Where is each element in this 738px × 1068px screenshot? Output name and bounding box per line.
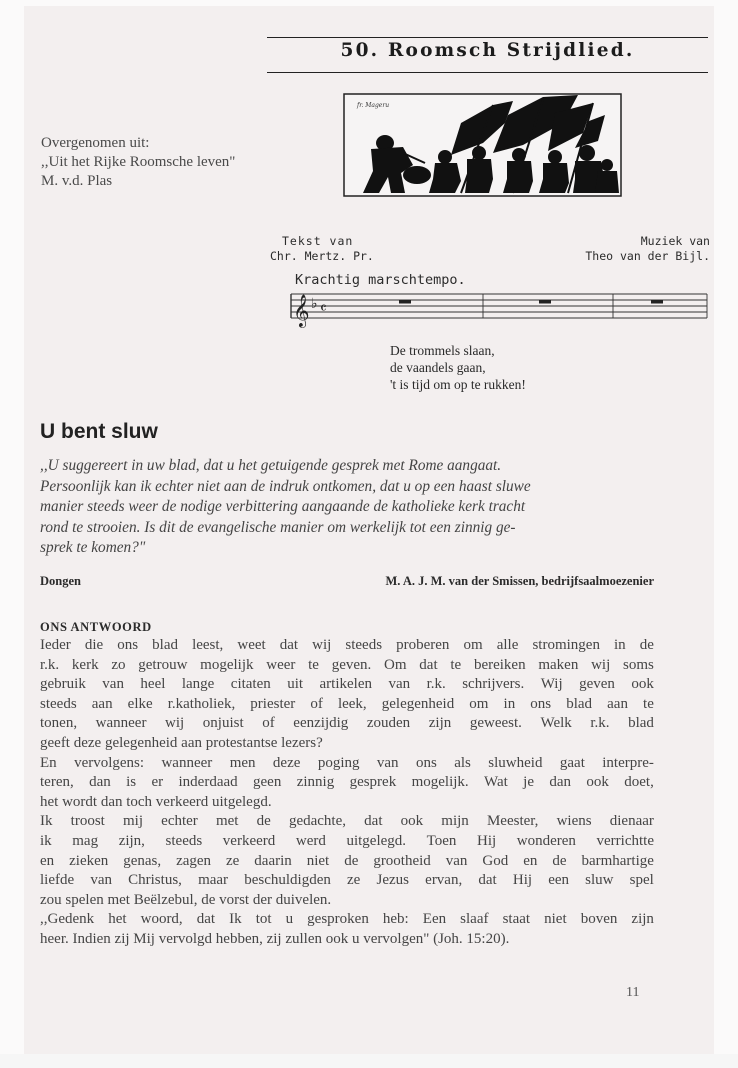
whole-rest-icon <box>399 300 411 304</box>
common-time-icon: 𝄴 <box>320 299 327 317</box>
answer-line: zou spelen met Beëlzebul, de vorst der duivelen. <box>40 891 332 908</box>
credit-line: Overgenomen uit: <box>41 135 150 151</box>
credit-line: M. v.d. Plas <box>41 173 113 189</box>
song-title: 50. Roomsch Strijdlied. <box>340 40 635 61</box>
whole-rest-icon <box>651 300 663 304</box>
whole-rest-icon <box>539 300 551 304</box>
reader-quote: ,,U suggereert in uw blad, dat u het getuigende gesprek met Rome aangaat. Persoonlijk kan ik echter niet aan de indruk ontkomen, dat u op een haast sluwe manier steeds weer de nodige verbittering aangaande de katholieke kerk tracht rond te strooien. Is dit de evangelische manier om werkelijk tot een zinnig ge- sprek te komen?" <box>40 457 531 557</box>
answer-line: Ik troost mij echter met de gedachte, dat ook mijn Meester, wiens dienaar <box>40 813 654 830</box>
answer-line: steeds aan elke r.katholiek, priester of leek, gelegenheid om in ons blad aan te <box>40 695 654 712</box>
answer-line: En vervolgens: wanneer men deze poging van ons als sluwheid gaat interpre- <box>40 754 654 771</box>
marching-silhouette-illustration <box>343 93 622 197</box>
flat-icon: ♭ <box>311 296 318 312</box>
answer-line: het wordt dan toch verkeerd uitgelegd. <box>40 793 272 810</box>
answer-line: tonen, wanneer wij onjuist of eenzijdig zouden zijn geweest. Welk r.k. blad <box>40 715 654 732</box>
music-credit: Muziek van Theo van der Bijl. <box>585 234 710 263</box>
illustration-signature: fr. Mageru <box>357 102 390 109</box>
answer-line: teren, dan is er inderdaad geen zinnig gesprek mogelijk. Wat je dan ook doet, <box>40 774 654 791</box>
tempo-marking: Krachtig marschtempo. <box>295 272 466 288</box>
treble-clef-icon: 𝄞 <box>293 294 310 327</box>
credit-line: ,,Uit het Rijke Roomsche leven" <box>41 154 236 170</box>
answer-line: ,,Gedenk het woord, dat Ik tot u gesproken heb: Een slaaf staat niet boven zijn <box>40 911 654 928</box>
page-number: 11 <box>626 985 640 1000</box>
answer-line: en zieken genas, zagen ze daarin niet de grootheid van God en de barmhartige <box>40 852 654 869</box>
title-rule-top <box>267 37 708 38</box>
title-rule-bottom <box>267 72 708 73</box>
article-heading: U bent sluw <box>40 420 158 443</box>
answer-line: gebruik van heel lange citaten uit artikelen van r.k. schrijvers. Wij geven ook <box>40 676 654 693</box>
source-credit <box>41 134 235 191</box>
answer-line: heer. Indien zij Mij vervolgd hebben, zij zullen ook u vervolgen" (Joh. 15:20). <box>40 930 510 947</box>
answer-line: Ieder die ons blad leest, weet dat wij steeds proberen om alle stromingen in de <box>40 637 654 653</box>
answer-body <box>40 636 654 950</box>
lyrics-credit: Tekst van Chr. Mertz. Pr. <box>270 234 374 263</box>
song-verse: De trommels slaan, de vaandels gaan, 't is tijd om op te rukken! <box>390 343 526 392</box>
answer-line: liefde van Christus, maar beschuldigden ze Jezus ervan, dat Hij een sluw spel <box>40 872 654 889</box>
signature-place: Dongen <box>40 574 81 588</box>
answer-line: geeft deze gelegenheid aan protestantse lezers? <box>40 734 323 751</box>
answer-heading: ONS ANTWOORD <box>40 620 152 634</box>
answer-line: r.k. kerk zo getrouw mogelijk weer te geven. Om dat te bereiken maken wij soms <box>40 656 654 673</box>
music-staff <box>287 288 709 328</box>
signature-name: M. A. J. M. van der Smissen, bedrijfsaalmoezenier <box>385 574 654 588</box>
answer-line: ik mag zijn, steeds verkeerd werd uitgelegd. Toen Hij wonderen verrichtte <box>40 832 654 849</box>
